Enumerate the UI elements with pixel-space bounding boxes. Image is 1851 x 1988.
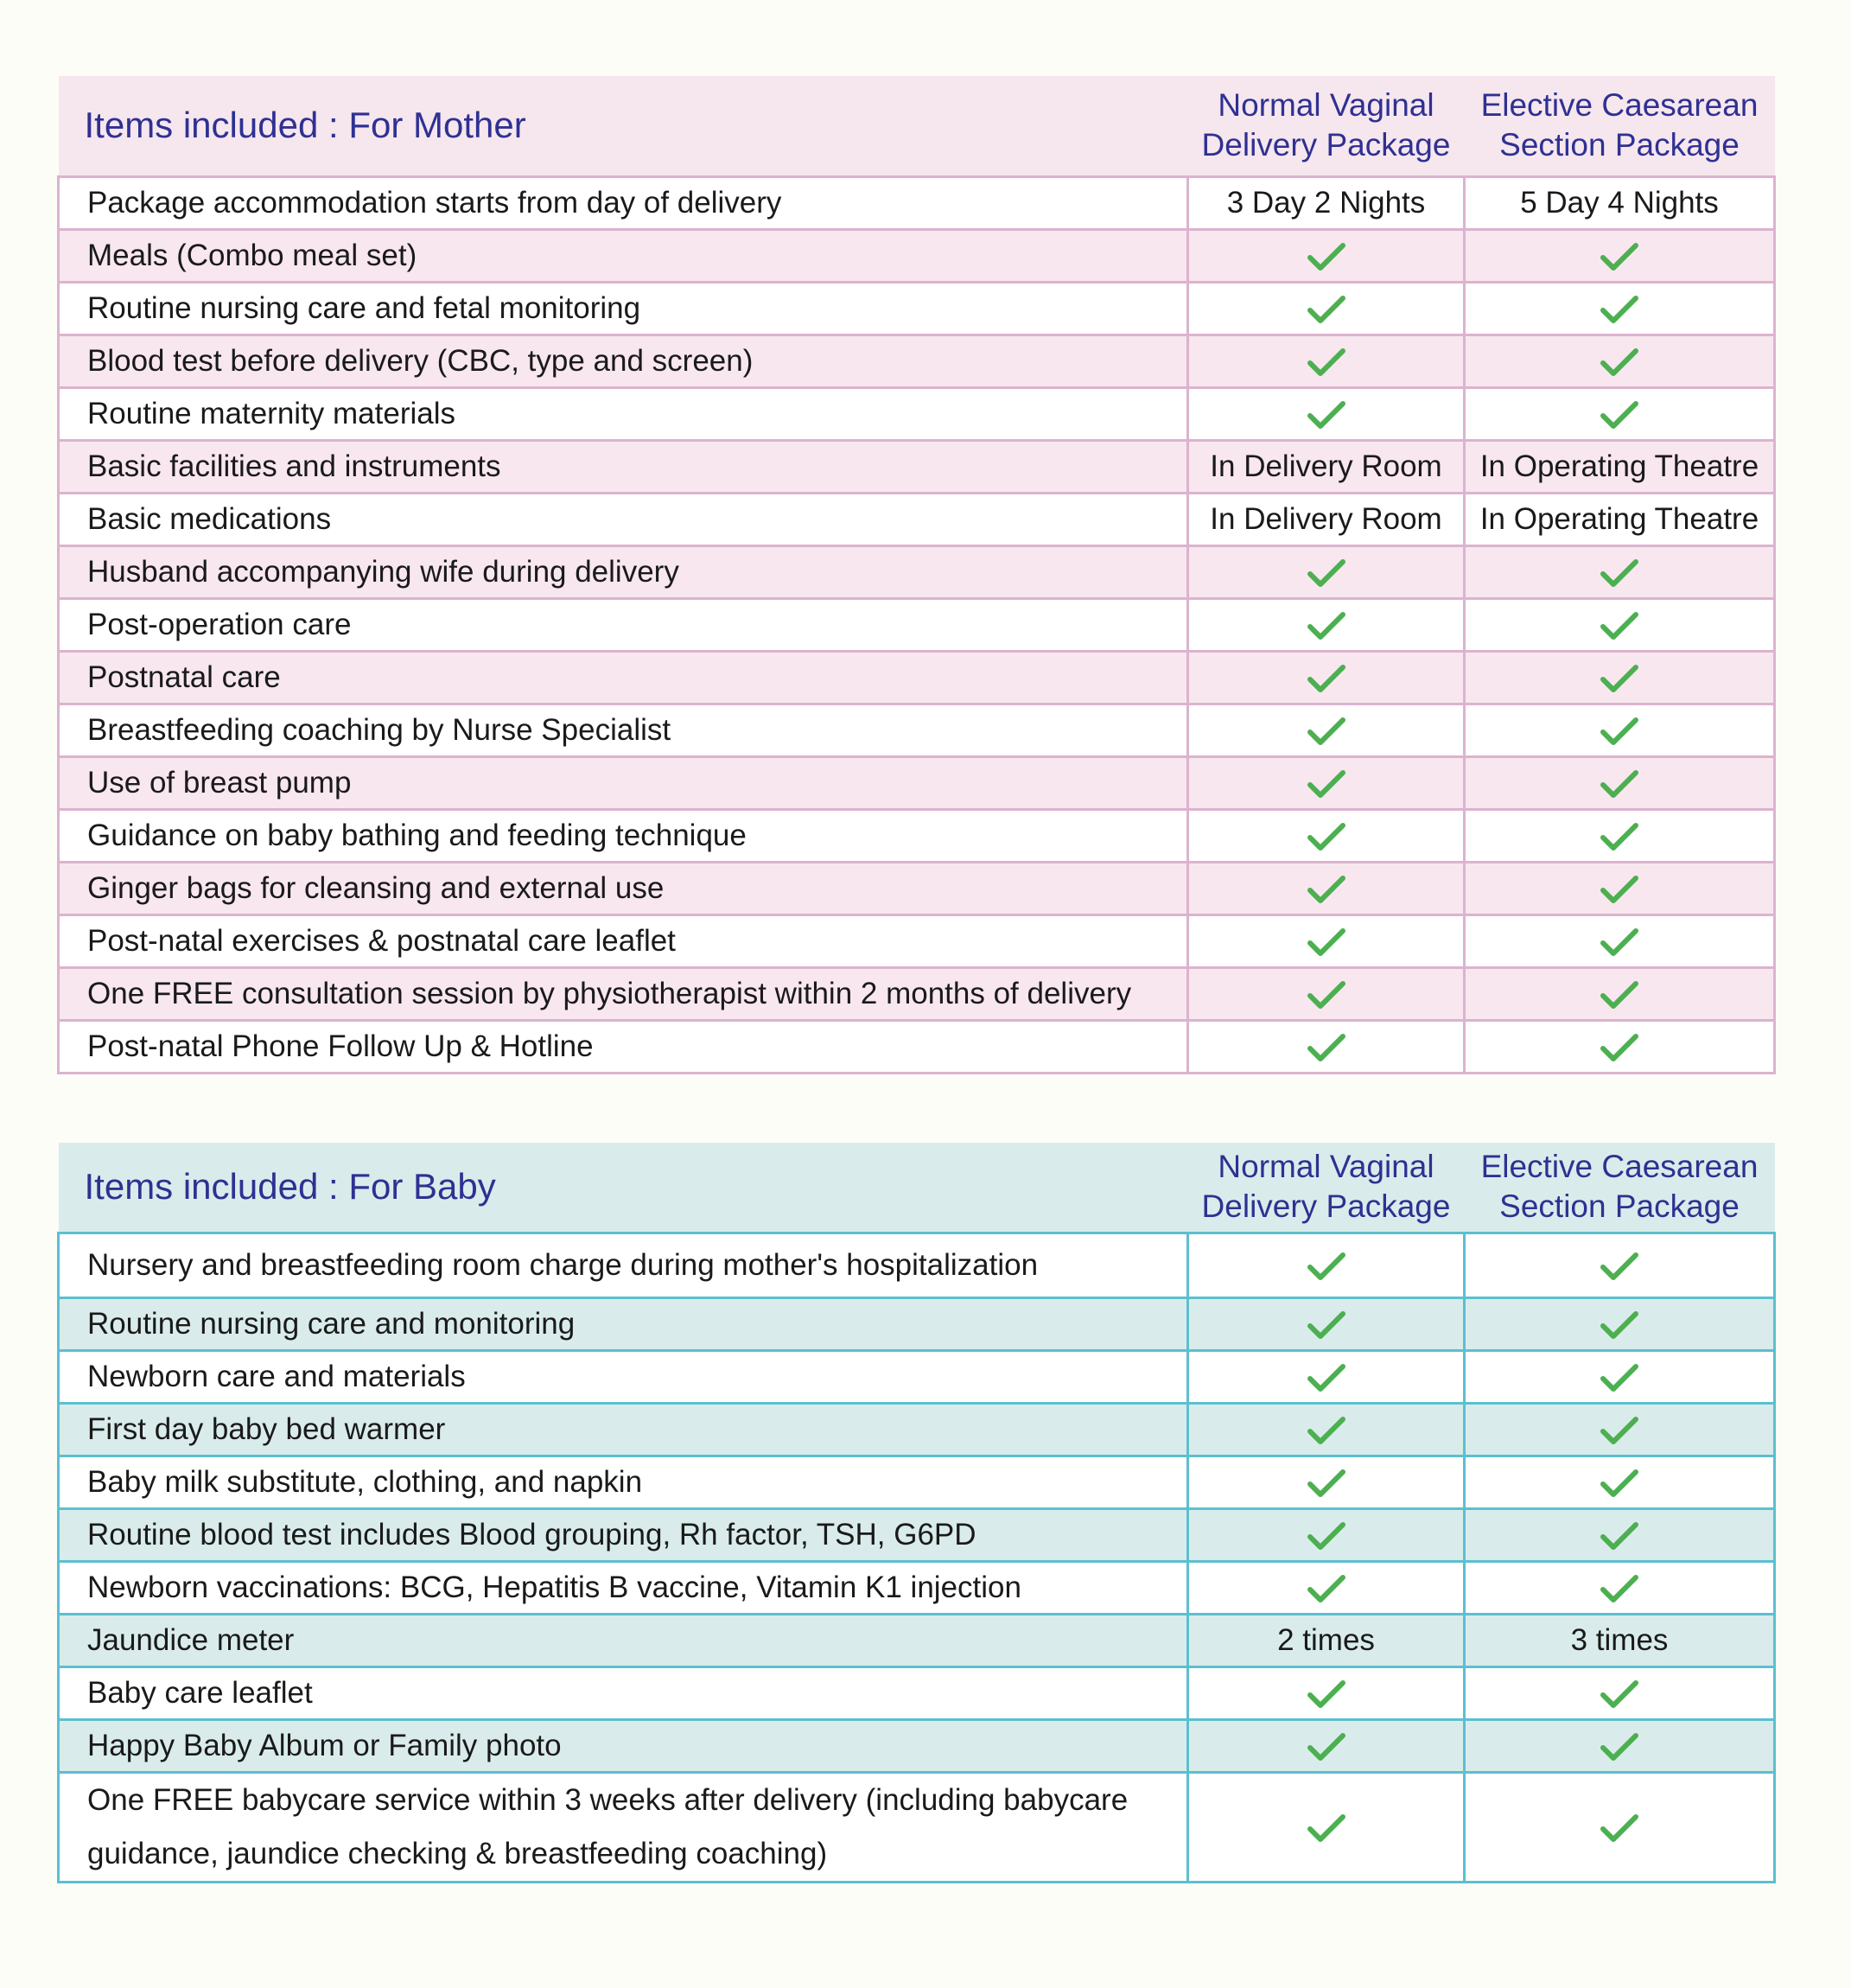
table-row xyxy=(59,809,1775,862)
normal-vaginal-value: In Delivery Room xyxy=(1188,493,1465,545)
table-row xyxy=(59,1666,1775,1719)
normal-vaginal-included-cell xyxy=(1188,1456,1465,1508)
normal-vaginal-included-cell xyxy=(1188,1561,1465,1614)
table-row xyxy=(59,1350,1775,1403)
baby-col-elective-caesarean: Elective Caesarean Section Package xyxy=(1480,1149,1759,1225)
baby-table-body xyxy=(59,1233,1775,1882)
item-label: Postnatal care xyxy=(59,651,1188,704)
elective-caesarean-value: In Operating Theatre xyxy=(1465,493,1775,545)
table-row xyxy=(59,1614,1775,1666)
check-icon xyxy=(1307,1573,1345,1604)
elective-caesarean-included-cell xyxy=(1465,704,1775,756)
table-row xyxy=(59,1508,1775,1561)
normal-vaginal-value: 2 times xyxy=(1188,1614,1465,1666)
table-row xyxy=(59,1772,1775,1882)
table-row xyxy=(59,282,1775,335)
check-icon xyxy=(1600,1520,1638,1552)
elective-caesarean-included-cell xyxy=(1465,387,1775,440)
item-label: First day baby bed warmer xyxy=(59,1403,1188,1456)
normal-vaginal-included-cell xyxy=(1188,282,1465,335)
table-row xyxy=(59,598,1775,651)
elective-caesarean-included-cell xyxy=(1465,1666,1775,1719)
check-icon xyxy=(1307,1309,1345,1341)
check-icon xyxy=(1600,663,1638,694)
elective-caesarean-included-cell xyxy=(1465,809,1775,862)
check-icon xyxy=(1600,979,1638,1010)
normal-vaginal-included-cell xyxy=(1188,704,1465,756)
check-icon xyxy=(1307,1679,1345,1710)
item-label: Newborn vaccinations: BCG, Hepatitis B vaccine, Vitamin K1 injection xyxy=(59,1561,1188,1614)
check-icon xyxy=(1307,1813,1345,1844)
check-icon xyxy=(1600,1415,1638,1446)
normal-vaginal-included-cell xyxy=(1188,1297,1465,1350)
normal-vaginal-included-cell xyxy=(1188,1719,1465,1772)
elective-caesarean-included-cell xyxy=(1465,598,1775,651)
elective-caesarean-value: 3 times xyxy=(1465,1614,1775,1666)
baby-table-title: Items included : For Baby xyxy=(84,1166,496,1207)
item-label: Routine nursing care and monitoring xyxy=(59,1297,1188,1350)
check-icon xyxy=(1307,1362,1345,1393)
table-row xyxy=(59,704,1775,756)
item-label: Package accommodation starts from day of delivery xyxy=(59,176,1188,229)
table-row xyxy=(59,1020,1775,1073)
item-label: Routine maternity materials xyxy=(59,387,1188,440)
item-label: Post-operation care xyxy=(59,598,1188,651)
mother-col-normal-vaginal: Normal Vaginal Delivery Package xyxy=(1201,87,1451,163)
elective-caesarean-included-cell xyxy=(1465,1403,1775,1456)
baby-col-normal-vaginal: Normal Vaginal Delivery Package xyxy=(1201,1149,1451,1225)
elective-caesarean-included-cell xyxy=(1465,229,1775,282)
elective-caesarean-included-cell xyxy=(1465,282,1775,335)
normal-vaginal-included-cell xyxy=(1188,1350,1465,1403)
item-label: Guidance on baby bathing and feeding technique xyxy=(59,809,1188,862)
mother-col-elective-caesarean: Elective Caesarean Section Package xyxy=(1480,87,1759,163)
normal-vaginal-included-cell xyxy=(1188,1772,1465,1882)
elective-caesarean-included-cell xyxy=(1465,1020,1775,1073)
check-icon xyxy=(1600,1251,1638,1282)
check-icon xyxy=(1307,347,1345,378)
elective-caesarean-included-cell xyxy=(1465,1233,1775,1297)
table-row xyxy=(59,335,1775,387)
item-label: Blood test before delivery (CBC, type and screen) xyxy=(59,335,1188,387)
check-icon xyxy=(1600,1362,1638,1393)
normal-vaginal-included-cell xyxy=(1188,1508,1465,1561)
check-icon xyxy=(1600,294,1638,325)
table-row xyxy=(59,1456,1775,1508)
check-icon xyxy=(1307,768,1345,800)
item-label: Newborn care and materials xyxy=(59,1350,1188,1403)
check-icon xyxy=(1600,716,1638,747)
item-label: Happy Baby Album or Family photo xyxy=(59,1719,1188,1772)
check-icon xyxy=(1307,716,1345,747)
check-icon xyxy=(1307,294,1345,325)
check-icon xyxy=(1600,1679,1638,1710)
mother-items-table xyxy=(57,76,1776,1074)
check-icon xyxy=(1307,1251,1345,1282)
item-label: Basic facilities and instruments xyxy=(59,440,1188,493)
normal-vaginal-value: In Delivery Room xyxy=(1188,440,1465,493)
elective-caesarean-included-cell xyxy=(1465,1508,1775,1561)
check-icon xyxy=(1307,874,1345,905)
check-icon xyxy=(1600,399,1638,430)
elective-caesarean-included-cell xyxy=(1465,1772,1775,1882)
elective-caesarean-included-cell xyxy=(1465,651,1775,704)
table-row xyxy=(59,229,1775,282)
item-label: Routine blood test includes Blood grouping, Rh factor, TSH, G6PD xyxy=(59,1508,1188,1561)
elective-caesarean-included-cell xyxy=(1465,862,1775,914)
item-label: Post-natal exercises & postnatal care leaflet xyxy=(59,914,1188,967)
check-icon xyxy=(1307,663,1345,694)
item-label: Post-natal Phone Follow Up & Hotline xyxy=(59,1020,1188,1073)
normal-vaginal-included-cell xyxy=(1188,809,1465,862)
baby-table-header xyxy=(59,1143,1775,1233)
normal-vaginal-included-cell xyxy=(1188,1020,1465,1073)
item-label: One FREE babycare service within 3 weeks after delivery (including babycare guidance, jaundice checking & breastfeeding coaching) xyxy=(59,1772,1188,1882)
table-row xyxy=(59,176,1775,229)
elective-caesarean-included-cell xyxy=(1465,756,1775,809)
check-icon xyxy=(1307,821,1345,852)
item-label: Baby milk substitute, clothing, and napkin xyxy=(59,1456,1188,1508)
item-label: Husband accompanying wife during delivery xyxy=(59,545,1188,598)
table-row xyxy=(59,545,1775,598)
table-row xyxy=(59,1719,1775,1772)
check-icon xyxy=(1600,347,1638,378)
table-row xyxy=(59,756,1775,809)
check-icon xyxy=(1307,241,1345,272)
item-label: Nursery and breastfeeding room charge during mother's hospitalization xyxy=(59,1233,1188,1297)
item-label: Routine nursing care and fetal monitoring xyxy=(59,282,1188,335)
table-row xyxy=(59,493,1775,545)
check-icon xyxy=(1307,1731,1345,1762)
normal-vaginal-value: 3 Day 2 Nights xyxy=(1188,176,1465,229)
check-icon xyxy=(1307,1415,1345,1446)
elective-caesarean-included-cell xyxy=(1465,967,1775,1020)
normal-vaginal-included-cell xyxy=(1188,1666,1465,1719)
check-icon xyxy=(1600,610,1638,641)
item-label: Ginger bags for cleansing and external use xyxy=(59,862,1188,914)
elective-caesarean-included-cell xyxy=(1465,335,1775,387)
check-icon xyxy=(1600,1731,1638,1762)
table-row xyxy=(59,967,1775,1020)
check-icon xyxy=(1600,927,1638,958)
check-icon xyxy=(1600,1468,1638,1499)
elective-caesarean-value: In Operating Theatre xyxy=(1465,440,1775,493)
table-row xyxy=(59,1233,1775,1297)
elective-caesarean-included-cell xyxy=(1465,1350,1775,1403)
check-icon xyxy=(1600,1813,1638,1844)
table-row xyxy=(59,440,1775,493)
check-icon xyxy=(1307,610,1345,641)
normal-vaginal-included-cell xyxy=(1188,756,1465,809)
check-icon xyxy=(1307,1520,1345,1552)
mother-table-header xyxy=(59,76,1775,176)
normal-vaginal-included-cell xyxy=(1188,229,1465,282)
normal-vaginal-included-cell xyxy=(1188,1233,1465,1297)
mother-table-body xyxy=(59,176,1775,1073)
elective-caesarean-included-cell xyxy=(1465,1297,1775,1350)
item-label: One FREE consultation session by physiotherapist within 2 months of delivery xyxy=(59,967,1188,1020)
item-label: Baby care leaflet xyxy=(59,1666,1188,1719)
normal-vaginal-included-cell xyxy=(1188,967,1465,1020)
check-icon xyxy=(1307,979,1345,1010)
table-row xyxy=(59,651,1775,704)
elective-caesarean-included-cell xyxy=(1465,1561,1775,1614)
normal-vaginal-included-cell xyxy=(1188,1403,1465,1456)
normal-vaginal-included-cell xyxy=(1188,914,1465,967)
check-icon xyxy=(1600,241,1638,272)
item-label: Breastfeeding coaching by Nurse Specialist xyxy=(59,704,1188,756)
check-icon xyxy=(1307,558,1345,589)
check-icon xyxy=(1600,821,1638,852)
table-row xyxy=(59,387,1775,440)
normal-vaginal-included-cell xyxy=(1188,651,1465,704)
check-icon xyxy=(1307,1468,1345,1499)
item-label: Jaundice meter xyxy=(59,1614,1188,1666)
baby-items-table xyxy=(57,1143,1776,1883)
elective-caesarean-included-cell xyxy=(1465,1719,1775,1772)
check-icon xyxy=(1307,1032,1345,1063)
check-icon xyxy=(1600,1032,1638,1063)
table-row xyxy=(59,1297,1775,1350)
normal-vaginal-included-cell xyxy=(1188,598,1465,651)
table-row xyxy=(59,1403,1775,1456)
elective-caesarean-value: 5 Day 4 Nights xyxy=(1465,176,1775,229)
normal-vaginal-included-cell xyxy=(1188,335,1465,387)
check-icon xyxy=(1600,1309,1638,1341)
item-label: Basic medications xyxy=(59,493,1188,545)
item-label: Use of breast pump xyxy=(59,756,1188,809)
elective-caesarean-included-cell xyxy=(1465,545,1775,598)
elective-caesarean-included-cell xyxy=(1465,914,1775,967)
check-icon xyxy=(1600,874,1638,905)
item-label: Meals (Combo meal set) xyxy=(59,229,1188,282)
check-icon xyxy=(1600,558,1638,589)
elective-caesarean-included-cell xyxy=(1465,1456,1775,1508)
normal-vaginal-included-cell xyxy=(1188,862,1465,914)
check-icon xyxy=(1307,399,1345,430)
check-icon xyxy=(1600,1573,1638,1604)
mother-table-title: Items included : For Mother xyxy=(84,105,526,145)
table-row xyxy=(59,862,1775,914)
normal-vaginal-included-cell xyxy=(1188,545,1465,598)
normal-vaginal-included-cell xyxy=(1188,387,1465,440)
check-icon xyxy=(1307,927,1345,958)
table-row xyxy=(59,1561,1775,1614)
table-row xyxy=(59,914,1775,967)
check-icon xyxy=(1600,768,1638,800)
